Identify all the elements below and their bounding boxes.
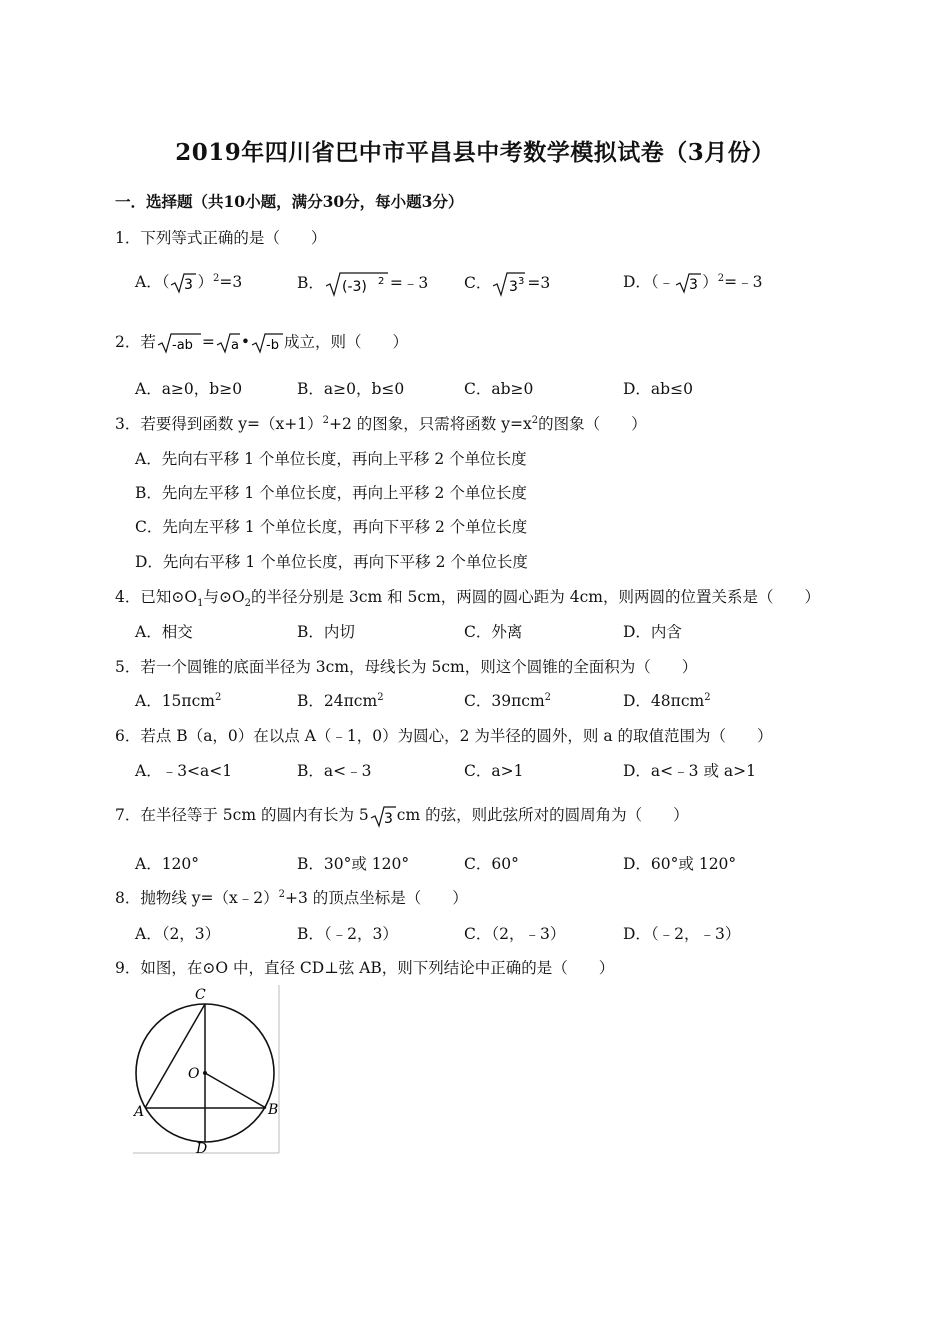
sqrt-icon [215,331,241,355]
option-2d: D．ab≤0 [623,380,693,398]
sqrt-icon [324,270,390,298]
section-heading: 一．选择题（共10小题，满分30分，每小题3分） [115,192,464,211]
svg-text:3: 3 [383,811,393,827]
sqrt-icon [169,271,197,295]
question-5: 5．若一个圆锥的底面半径为 3cm，母线长为 5cm，则这个圆锥的全面积为（ ） [115,658,698,676]
option-4d: D．内含 [623,623,682,641]
option-7d: D．60°或 120° [623,855,737,873]
question-3: 3．若要得到函数 $y=(x+1)^2+2$ 的图象，只需将函数 $y=x^2$的图象（ ） [115,414,647,433]
label-c: C [195,987,206,1003]
option-8a: A．（2，3） [135,925,221,943]
option-7a: A．120° [135,855,200,873]
question-1 [115,226,326,248]
sqrt-icon [369,803,397,829]
center-point [203,1071,207,1075]
exam-title: 2019年四川省巴中市平昌县中考数学模拟试卷（3月份） [175,139,775,166]
svg-text:3: 3 [509,279,519,295]
question-4: 4．已知$⊙O_1$与$⊙O_2$的半径分别是 3cm 和 5cm，两圆的圆心距为 4cm，则两圆的位置关系是（ ） [115,588,820,610]
option-3b: B．先向左平移 1 个单位长度，再向上平移 2 个单位长度 [135,484,527,502]
option-6a: A．﹣3<a<1 [135,762,233,780]
option-4a: A．相交 [135,623,193,641]
option-6c: C．a>1 [464,762,524,780]
option-2c: C．ab≥0 [464,380,534,398]
svg-text:(-3): (-3) [341,279,367,295]
label-d: D [196,1141,208,1155]
question-8: 8．抛物线 y=（x﹣2）$^2$+3 的顶点坐标是（ ） [115,888,468,907]
segment-ac [145,1004,205,1108]
option-3c: C．先向左平移 1 个单位长度，再向下平移 2 个单位长度 [135,518,528,536]
option-5b: B．24πcm$^2$ [297,691,384,710]
sqrt-icon [250,331,284,355]
question-9: 9．如图，在⊙O 中，直径 CD⊥弦 AB，则下列结论中正确的是（ ） [115,959,615,977]
label-a: A [134,1104,145,1120]
option-5c: C．39πcm$^2$ [464,691,552,710]
option-2a: A．a≥0，b≥0 [135,380,243,398]
svg-text:2: 2 [377,276,385,287]
option-5a: A．15πcm$^2$ [135,691,222,710]
label-o: O [188,1066,200,1082]
cbrt-icon [491,270,527,298]
circle-figure [133,985,281,1155]
question-stem: 下列等式正确的是（ ） [140,229,327,247]
option-1b: B． (-3) 2 =﹣3 [297,270,428,298]
svg-text:-ab: -ab [171,338,193,353]
segment-ob [205,1073,266,1108]
sqrt-icon [674,271,702,295]
option-3a: A．先向右平移 1 个单位长度，再向上平移 2 个单位长度 [135,450,527,468]
svg-text:3: 3 [689,277,699,293]
option-8d: D．（﹣2，﹣3） [623,925,741,943]
question-number: 1． [115,229,141,247]
option-4c: C．外离 [464,623,523,641]
svg-text:3: 3 [518,276,525,287]
option-1d: D．（﹣ 3 ）$^2$=﹣3 [623,272,763,293]
svg-text:3: 3 [184,277,194,293]
option-7b: B．30°或 120° [297,855,410,873]
option-2b: B．a≥0，b≤0 [297,380,405,398]
question-2: 2．若 -ab = a • -b 成立，则（ ） [115,333,409,353]
sqrt-icon [156,331,202,355]
option-1c: C． 3 3 =3 [464,270,550,298]
option-3d: D．先向右平移 1 个单位长度，再向下平移 2 个单位长度 [135,553,528,571]
question-7: 7．在半径等于 5cm 的圆内有长为 5 3 cm 的弦，则此弦所对的圆周角为（ ） [115,803,689,829]
option-6b: B．a<﹣3 [297,762,372,780]
svg-text:a: a [230,338,239,353]
option-1a: A．（ 3 ）$^2$=3 [135,272,243,293]
question-6: 6．若点 B（a，0）在以点 A（﹣1，0）为圆心，2 为半径的圆外，则 a 的取值范围为（ ） [115,727,773,745]
option-6d: D．a<﹣3 或 a>1 [623,762,756,780]
option-8c: C．（2，﹣3） [464,925,566,943]
label-b: B [268,1102,279,1118]
option-8b: B．（﹣2，3） [297,925,398,943]
svg-text:-b: -b [266,338,279,353]
option-4b: B．内切 [297,623,355,641]
option-5d: D．48πcm$^2$ [623,691,711,710]
option-7c: C．60° [464,855,519,873]
